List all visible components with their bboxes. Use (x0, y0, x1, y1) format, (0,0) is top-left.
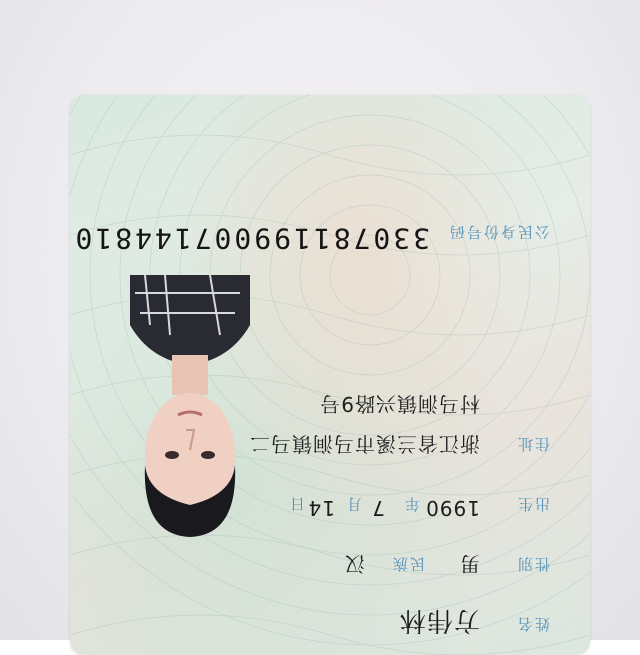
name-value: 方伟林 (398, 605, 480, 635)
address-label: 住址 (515, 435, 550, 453)
sex-label: 性别 (515, 555, 550, 573)
birth-month-unit: 月 (344, 495, 362, 513)
id-number-value: 330781199007144810 (72, 222, 430, 255)
address-line2: 村马涧镇兴路9号 (319, 392, 480, 416)
portrait-photo (120, 275, 260, 575)
card-content (70, 95, 590, 655)
ethnicity-label: 民族 (390, 555, 425, 573)
ethnicity-value: 汉 (344, 552, 365, 576)
sex-value: 男 (459, 552, 480, 576)
birth-year: 1990 (425, 496, 480, 520)
id-number-label: 公民身份号码 (447, 223, 550, 241)
name-label: 姓名 (515, 615, 550, 633)
birth-day-unit: 日 (287, 495, 305, 513)
birth-month: 7 (371, 496, 385, 520)
id-card (70, 95, 590, 655)
birth-year-unit: 年 (402, 495, 420, 513)
address-line1: 浙江省兰溪市马涧镇马二 (249, 432, 480, 456)
birth-label: 出生 (515, 495, 550, 513)
birth-day: 14 (307, 496, 335, 520)
